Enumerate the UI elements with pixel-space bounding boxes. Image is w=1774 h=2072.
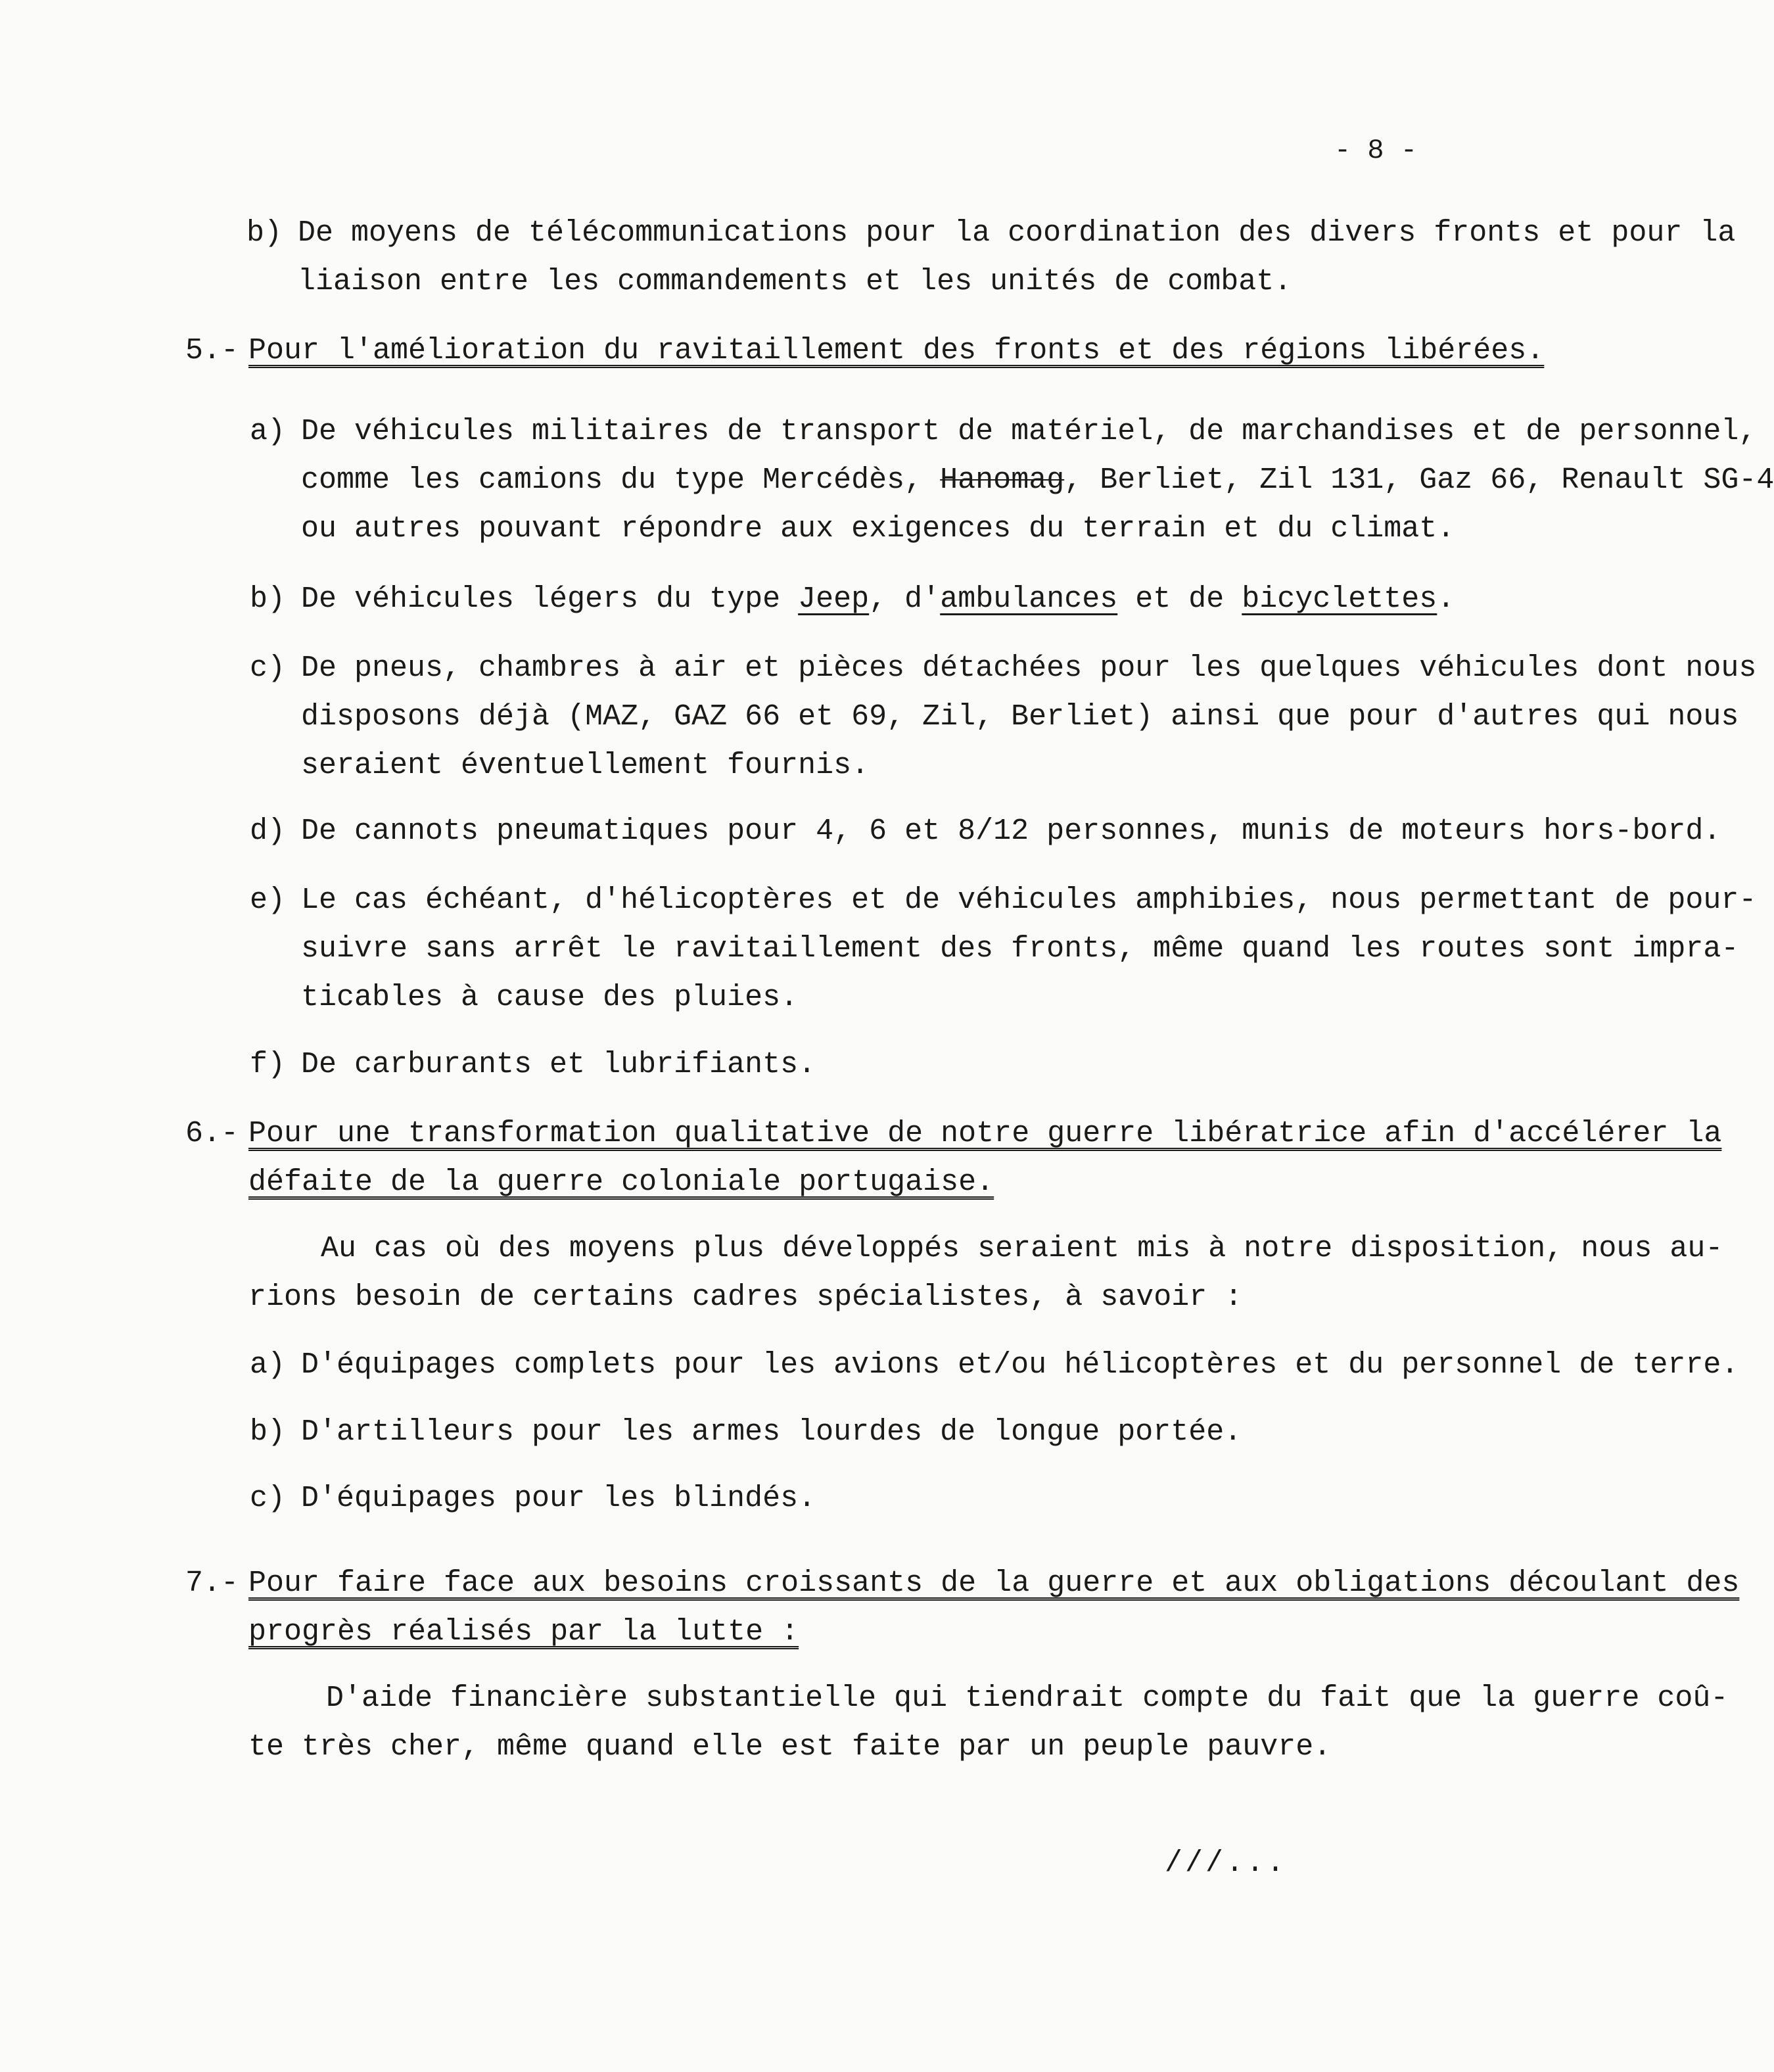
section-number: 5.-	[185, 334, 239, 367]
item-label: d)	[250, 814, 286, 848]
paragraph-text: rions besoin de certains cadres spécialistes, à savoir :	[248, 1281, 1243, 1314]
item-5b	[250, 575, 1455, 624]
paragraph-text: D'aide financière substantielle qui tiendrait compte du fait que la guerre coû-	[326, 1682, 1729, 1715]
section-title: Pour une transformation qualitative de notre guerre libératrice afin d'accélérer la	[248, 1117, 1722, 1150]
item-label: b)	[250, 582, 286, 616]
item-text: .	[1437, 582, 1455, 616]
item-text: De cannots pneumatiques pour 4, 6 et 8/12 personnes, munis de moteurs hors-bord.	[301, 814, 1721, 848]
item-text: Le cas échéant, d'hélicoptères et de véhicules amphibies, nous permettant de pour-	[301, 883, 1757, 917]
item-label: c)	[250, 1482, 286, 1515]
section-title: Pour faire face aux besoins croissants de la guerre et aux obligations découlant des	[248, 1566, 1740, 1600]
paragraph-text: te très cher, même quand elle est faite par un peuple pauvre.	[248, 1730, 1332, 1764]
item-label: f)	[250, 1048, 286, 1081]
section-number: 6.-	[185, 1117, 239, 1150]
item-label: b)	[250, 1415, 286, 1449]
item-6b	[250, 1408, 1242, 1457]
page-number: - 8 -	[1334, 135, 1418, 166]
item-b-telecom	[246, 209, 1735, 306]
item-5a	[250, 408, 1774, 553]
section-title: défaite de la guerre coloniale portugaise.	[248, 1166, 994, 1199]
item-text: D'équipages complets pour les avions et/ou hélicoptères et du personnel de terre.	[301, 1348, 1739, 1382]
item-text: De véhicules militaires de transport de matériel, de marchandises et de personnel,	[301, 415, 1757, 448]
item-label: a)	[250, 1348, 286, 1382]
struck-text: Hanomag	[940, 463, 1065, 497]
item-text: liaison entre les commandements et les unités de combat.	[298, 265, 1292, 298]
item-text: comme les camions du type Mercédès,	[301, 463, 941, 497]
item-text: disposons déjà (MAZ, GAZ 66 et 69, Zil, Berliet) ainsi que pour d'autres qui nous	[301, 700, 1739, 734]
item-5c	[250, 644, 1756, 790]
item-text: seraient éventuellement fournis.	[301, 749, 870, 782]
continuation-mark: ///...	[1165, 1847, 1288, 1880]
paragraph-text: Au cas où des moyens plus développés seraient mis à notre disposition, nous au-	[321, 1232, 1723, 1265]
item-label: b)	[246, 216, 283, 250]
item-text: ticables à cause des pluies.	[301, 981, 799, 1014]
underlined-word: Jeep	[798, 582, 870, 616]
item-text: De carburants et lubrifiants.	[301, 1048, 816, 1081]
item-text: De pneus, chambres à air et pièces détachées pour les quelques véhicules dont nous	[301, 651, 1757, 685]
item-6a	[250, 1341, 1739, 1390]
item-text: et de	[1117, 582, 1242, 616]
section-number: 7.-	[185, 1566, 239, 1600]
item-text: D'artilleurs pour les armes lourdes de longue portée.	[301, 1415, 1242, 1449]
item-text: ou autres pouvant répondre aux exigences du terrain et du climat.	[301, 512, 1455, 546]
item-text: , Berliet, Zil 131, Gaz 66, Renault SG-4	[1064, 463, 1774, 497]
underlined-word: bicyclettes	[1242, 582, 1437, 616]
item-5d	[250, 807, 1721, 856]
item-5e	[250, 876, 1756, 1022]
item-text: , d'	[869, 582, 941, 616]
item-6c	[250, 1474, 816, 1523]
item-text: suivre sans arrêt le ravitaillement des fronts, même quand les routes sont impra-	[301, 932, 1739, 966]
underlined-word: ambulances	[940, 582, 1118, 616]
section-5-heading	[185, 327, 1544, 375]
item-5f	[250, 1041, 816, 1089]
item-text: D'équipages pour les blindés.	[301, 1482, 816, 1515]
item-text: De véhicules légers du type	[301, 582, 799, 616]
section-title: Pour l'amélioration du ravitaillement des fronts et des régions libérées.	[248, 334, 1545, 367]
section-7-paragraph	[248, 1674, 1728, 1772]
section-title: progrès réalisés par la lutte :	[248, 1615, 799, 1649]
item-text: De moyens de télécommunications pour la coordination des divers fronts et pour la	[298, 216, 1736, 250]
item-label: c)	[250, 651, 286, 685]
item-label: e)	[250, 883, 286, 917]
section-7-heading	[185, 1559, 1739, 1657]
section-6-paragraph	[248, 1225, 1723, 1322]
section-6-heading	[185, 1110, 1721, 1207]
item-label: a)	[250, 415, 286, 448]
